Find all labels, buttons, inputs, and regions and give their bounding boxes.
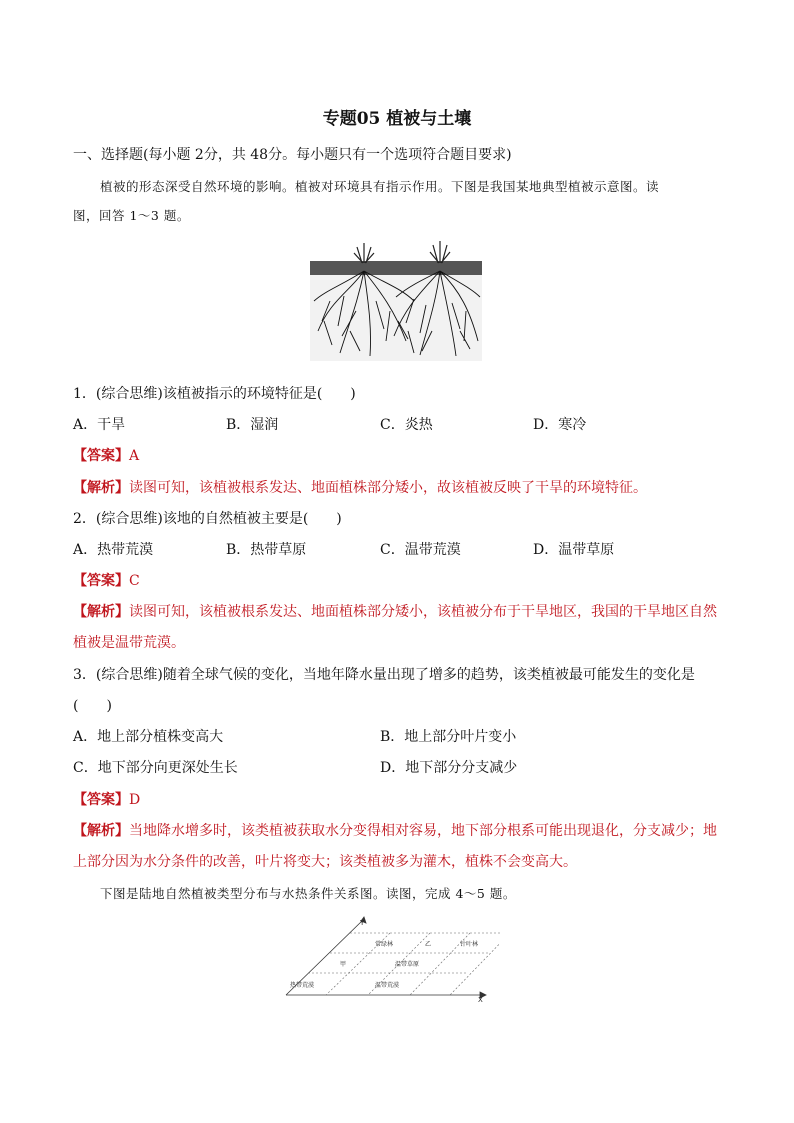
cell-tropical-desert: 热带荒漠 [290, 982, 315, 989]
answer-tag: 【答案】 [73, 792, 129, 808]
q3-answer [73, 789, 140, 809]
cell-evergreen-forest: 常绿林 [375, 941, 394, 948]
q2-answer-value: C [129, 573, 140, 589]
question-2-stem: 2．(综合思维)该地的自然植被主要是( ) [73, 511, 342, 527]
intro-line-2: 图，回答 1～3 题。 [73, 208, 190, 223]
page-title: 专题05 植被与土壤 [322, 109, 472, 129]
q3-option-c: C．地下部分向更深处生长 [73, 760, 238, 776]
answer-tag: 【答案】 [73, 448, 129, 464]
q2-analysis-line-2: 植被是温带荒漠。 [73, 635, 185, 651]
q2-analysis-line-1: 读图可知，该植被根系发达、地面植株部分矮小，该植被分布于干旱地区，我国的干旱地区自然 [129, 604, 717, 620]
q1-analysis [73, 477, 647, 497]
q3-option-d: D．地下部分分支减少 [380, 760, 518, 776]
q1-answer [73, 445, 139, 465]
intro-2: 下图是陆地自然植被类型分布与水热条件关系图。读图，完成 4～5 题。 [100, 886, 516, 901]
q3-option-a: A．地上部分植株变高大 [73, 729, 224, 745]
cell-jia: 甲 [340, 961, 347, 968]
question-3-stem: 3．(综合思维)随着全球气候的变化，当地年降水量出现了增多的趋势，该类植被最可能发生的变化是 [73, 667, 695, 683]
question-3-stem-cont: ( ) [73, 698, 112, 714]
intro-line-1: 植被的形态深受自然环境的影响。植被对环境具有指示作用。下图是我国某地典型植被示意图。读 [100, 179, 660, 194]
y-axis-label: Y [360, 919, 365, 927]
analysis-tag: 【解析】 [73, 480, 129, 496]
q2-analysis [73, 601, 717, 621]
cell-coniferous-forest: 针叶林 [460, 941, 479, 948]
q3-answer-value: D [129, 792, 141, 808]
q3-analysis-line-2: 上部分因为水分条件的改善，叶片将变大；该类植被多为灌木，植株不会变高大。 [73, 854, 577, 870]
q2-option-d: D．温带草原 [533, 542, 615, 558]
q1-answer-value: A [129, 448, 140, 464]
vegetation-climate-diagram [280, 915, 500, 1005]
section-heading: 一、选择题(每小题 2分，共 48分。每小题只有一个选项符合题目要求) [73, 147, 512, 163]
q2-option-a: A．热带荒漠 [73, 542, 154, 558]
q2-option-c: C．温带荒漠 [380, 542, 461, 558]
analysis-tag: 【解析】 [73, 604, 129, 620]
answer-tag: 【答案】 [73, 573, 129, 589]
q3-analysis-line-1: 当地降水增多时，该类植被获取水分变得相对容易，地下部分根系可能出现退化，分支减少；地 [129, 823, 717, 839]
q1-analysis-line-1: 读图可知，该植被根系发达、地面植株部分矮小，故该植被反映了干旱的环境特征。 [129, 480, 647, 496]
x-axis-label: X [478, 996, 483, 1004]
q1-option-b: B．湿润 [226, 417, 279, 433]
cell-temperate-desert: 温带荒漠 [375, 982, 400, 989]
question-1-stem: 1．(综合思维)该植被指示的环境特征是( ) [73, 386, 356, 402]
q3-option-b: B．地上部分叶片变小 [380, 729, 517, 745]
q1-option-d: D．寒冷 [533, 417, 587, 433]
analysis-tag: 【解析】 [73, 823, 129, 839]
q1-option-a: A．干旱 [73, 417, 126, 433]
q1-option-c: C．炎热 [380, 417, 433, 433]
cell-temperate-grassland: 温带草原 [395, 961, 420, 968]
q2-option-b: B．热带草原 [226, 542, 307, 558]
q3-analysis [73, 820, 717, 840]
vegetation-root-figure [310, 241, 482, 361]
q2-answer [73, 570, 140, 590]
cell-yi: 乙 [425, 941, 432, 948]
